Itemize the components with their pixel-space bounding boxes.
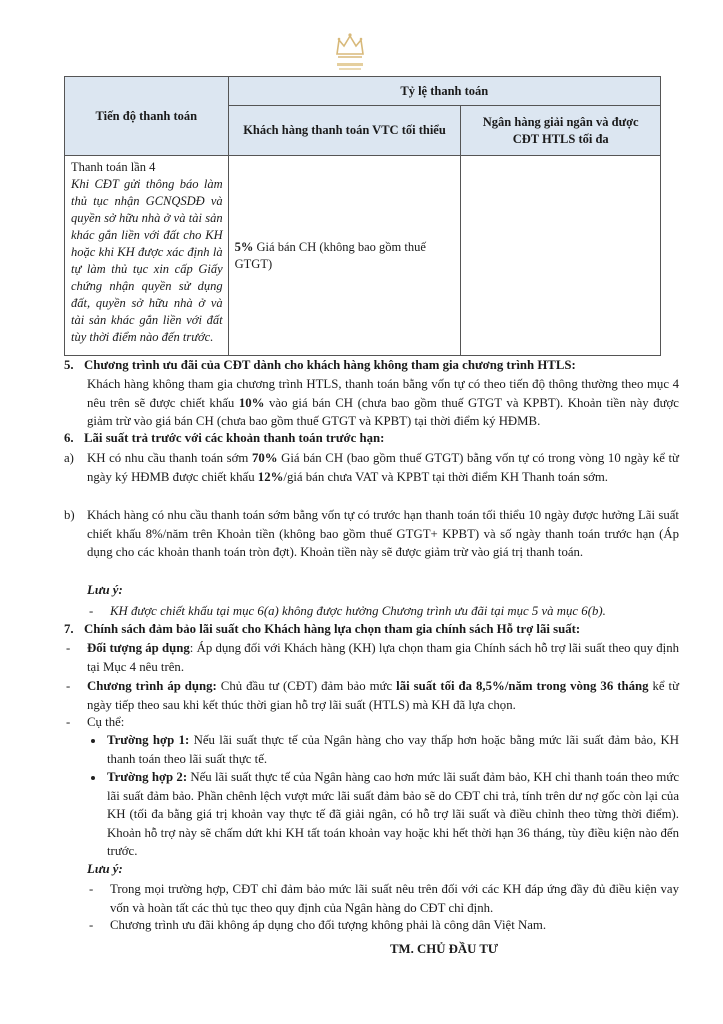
section-6-title: Lãi suất trả trước với các khoản thanh toán trước hạn: — [84, 431, 385, 445]
signature-title: TM. CHỦ ĐẦU TƯ — [390, 942, 499, 956]
s7-note-2: Chương trình ưu đãi không áp dụng cho đối tượng không phải là công dân Việt Nam. — [110, 918, 547, 932]
row-title: Thanh toán lần 4 — [71, 160, 156, 174]
row-customer-pct-cell — [228, 156, 461, 356]
case-2: Trường hợp 2: Nếu lãi suất thực tế của Ngân hàng cao hơn mức lãi suất đảm bảo, KH chỉ thanh toán theo mức lãi suất đảm bảo. Phần chênh lệch vượt mức lãi suất đảm bảo sẽ do CĐT chi trả, tính trên dư nợ gốc còn lại của KH (tối đa bằng giá trị khoản vay thực tế đã giải ngân, có hỗ trợ lãi suất và điều chỉnh theo từng thời điểm). Khoản hỗ trợ này sẽ chấm dứt khi KH tất toán khoản vay hoặc khi hết thời hạn 36 tháng, tùy điều kiện nào đến trước. — [107, 770, 679, 858]
s7-dash-3: - — [66, 715, 71, 729]
item-a-label: a) — [64, 451, 74, 465]
section-5-title: Chương trình ưu đãi của CĐT dành cho khách hàng không tham gia chương trình HTLS: — [84, 358, 576, 372]
row-pct: 5% — [234, 239, 254, 254]
header-customer-min: Khách hàng thanh toán VTC tối thiểu — [228, 106, 461, 156]
row-condition: Khi CĐT gửi thông báo làm thủ tục nhận GCNQSDĐ và quyền sở hữu nhà ở và tài sản khác gắn liền với đất cho KH hoặc khi KH được xác định là tự làm thủ tục xin cấp Giấy chứng nhận quyền sử dụng đất, quyền sở hữu nhà ở và tài sản khác gắn liền với đất tùy thời điểm nào đến trước. — [71, 177, 223, 344]
section-7-title: Chính sách đảm bảo lãi suất cho Khách hàng lựa chọn tham gia chính sách Hỗ trợ lãi suất: — [84, 622, 581, 636]
row-bank-cell — [461, 156, 661, 356]
item-a-text: KH có nhu cầu thanh toán sớm 70% Giá bán CH (bao gồm thuế GTGT) bằng vốn tự có trong vòng 10 ngày kể từ ngày ký HĐMB được chiết khấu 12%/giá bán chưa VAT và KPBT tại thời điểm KH Thanh toán sớm. — [87, 451, 679, 484]
section-7-note-title: Lưu ý: — [87, 862, 123, 876]
s7-dash-1: - — [66, 641, 71, 655]
item-b-label: b) — [64, 508, 75, 522]
s7-note-1: Trong mọi trường hợp, CĐT chỉ đảm bảo mức lãi suất nêu trên đối với các KH đáp ứng đầy đủ điều kiện vay vốn và hoàn tất các thủ tục theo quy định của Ngân hàng do CĐT chỉ định. — [110, 882, 679, 915]
s7-note-dash-2: - — [89, 918, 94, 932]
s7-program: Chương trình áp dụng: Chủ đầu tư (CĐT) đảm bảo mức lãi suất tối đa 8,5%/năm trong vòng 36 tháng kể từ ngày tiếp theo sau khi kết thúc thời gian hỗ trợ lãi suất (HTLS) mà KH đã lựa chọn. — [87, 679, 680, 712]
s7-detail-label: Cụ thể: — [87, 715, 125, 729]
item-b-text: Khách hàng có nhu cầu thanh toán sớm bằng vốn tự có trước hạn thanh toán tối thiểu 10 ngày được hưởng Lãi suất chiết khấu 8%/năm trên Khoản tiền (không bao gồm thuế GTGT+ KPBT) và số ngày thanh toán trước hạn (Áp dụng cho các khoản thanh toán tròn đợt). Khoản tiền này sẽ được giảm trừ vào giá trị thanh toán. — [87, 508, 679, 559]
section-7-num: 7. — [64, 622, 74, 636]
row-pct-text: Giá bán CH (không bao gồm thuế GTGT) — [234, 239, 426, 271]
s7-note-dash-1: - — [89, 882, 94, 896]
bullet-icon — [91, 768, 95, 787]
bullet-icon — [91, 731, 95, 750]
section-5-body: Khách hàng không tham gia chương trình HTLS, thanh toán bằng vốn tự có theo tiến độ thông thường theo mục 4 nêu trên sẽ được chiết khấu 10% vào giá bán CH (chưa bao gồm thuế GTGT và KPBT). Khoản tiền này được giảm trừ vào giá bán CH (chưa bao gồm thuế GTGT và KPBT) tại thời điểm ký HĐMB. — [87, 377, 679, 428]
section-6-note-title: Lưu ý: — [87, 583, 123, 597]
row-installment-4 — [65, 156, 229, 356]
case-1: Trường hợp 1: Nếu lãi suất thực tế của Ngân hàng cho vay thấp hơn hoặc bằng mức lãi suất đảm bảo, KH thanh toán theo lãi suất thực tế. — [107, 733, 679, 766]
section-6-note-text: KH được chiết khấu tại mục 6(a) không được hưởng Chương trình ưu đãi tại mục 5 và mục 6(b). — [110, 604, 606, 618]
header-payment-schedule: Tiến độ thanh toán — [65, 77, 229, 156]
section-6-num: 6. — [64, 431, 74, 445]
section-6-note-dash: - — [89, 604, 94, 618]
header-bank-max: Ngân hàng giải ngân và được CĐT HTLS tối đa — [461, 106, 661, 156]
payment-schedule-table — [64, 76, 661, 356]
brand-logo — [333, 30, 367, 74]
section-5-num: 5. — [64, 358, 74, 372]
s7-target: Đối tượng áp dụng: Áp dụng đối với Khách hàng (KH) lựa chọn tham gia Chính sách hỗ trợ lãi suất theo quy định tại Mục 4 nêu trên. — [87, 641, 679, 674]
s7-dash-2: - — [66, 679, 71, 693]
header-payment-ratio: Tỷ lệ thanh toán — [228, 77, 660, 106]
